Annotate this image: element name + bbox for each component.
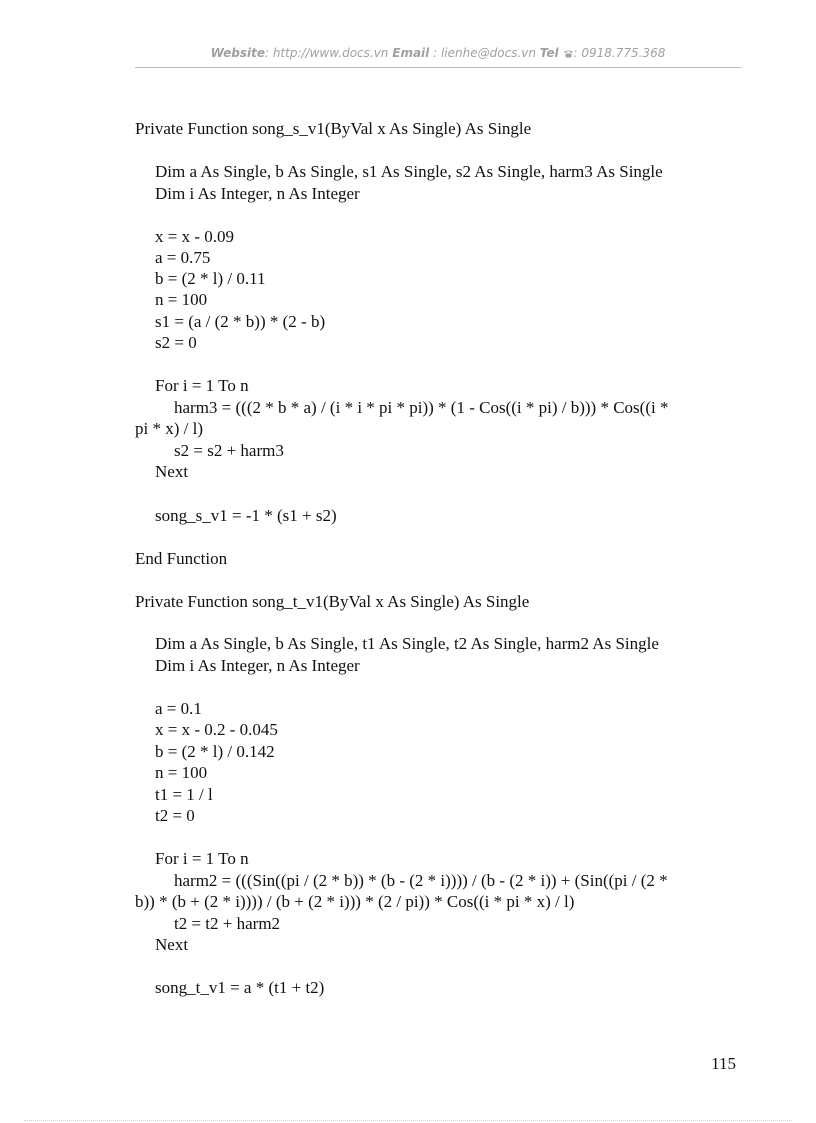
code-line: harm2 = (((Sin((pi / (2 * b)) * (b - (2 * i)))) / (b - (2 * i)) + (Sin((pi / (2 * — [174, 871, 668, 890]
code-line-function-header: Private Function song_t_v1(ByVal x As Single) As Single — [135, 592, 530, 611]
code-line: For i = 1 To n — [155, 849, 249, 868]
email-value: : lienhe@docs.vn — [433, 46, 536, 60]
code-line: x = x - 0.09 — [155, 227, 234, 246]
code-line: Next — [155, 935, 189, 954]
phone-icon — [563, 47, 574, 56]
code-line: harm3 = (((2 * b * a) / (i * i * pi * pi)) * (1 - Cos((i * pi) / b))) * Cos((i * — [174, 398, 669, 417]
code-line: a = 0.75 — [155, 248, 211, 267]
code-line: pi * x) / l) — [135, 419, 203, 438]
code-line-function-header: Private Function song_s_v1(ByVal x As Single) As Single — [135, 119, 532, 138]
email-label: Email — [392, 46, 430, 60]
code-line: n = 100 — [155, 290, 208, 309]
footer-divider — [24, 1120, 792, 1121]
code-line: song_s_v1 = -1 * (s1 + s2) — [155, 506, 337, 525]
tel-value: : 0918.775.368 — [573, 46, 666, 60]
code-line: b)) * (b + (2 * i)))) / (b + (2 * i))) * (2 / pi)) * Cos((i * pi * x) / l) — [135, 892, 575, 911]
website-value: : http://www.docs.vn — [264, 46, 389, 60]
page-number: 115 — [711, 1054, 736, 1073]
code-line: t2 = 0 — [155, 806, 195, 825]
code-line-end-function: End Function — [135, 549, 228, 568]
code-line: song_t_v1 = a * (t1 + t2) — [155, 978, 325, 997]
tel-label: Tel — [539, 46, 559, 60]
code-line: s2 = 0 — [155, 333, 197, 352]
code-line: x = x - 0.2 - 0.045 — [155, 720, 278, 739]
website-label: Website — [210, 46, 265, 60]
code-line: Next — [155, 462, 189, 481]
code-line: b = (2 * l) / 0.11 — [155, 269, 266, 288]
code-line: b = (2 * l) / 0.142 — [155, 742, 275, 761]
code-line: t2 = t2 + harm2 — [174, 914, 281, 933]
code-line: n = 100 — [155, 763, 208, 782]
code-line: s2 = s2 + harm3 — [174, 441, 284, 460]
header-divider — [135, 67, 741, 68]
code-line: For i = 1 To n — [155, 376, 249, 395]
code-line: Dim i As Integer, n As Integer — [155, 656, 360, 675]
code-line: t1 = 1 / l — [155, 785, 213, 804]
code-line: s1 = (a / (2 * b)) * (2 - b) — [155, 312, 326, 331]
code-line: Dim a As Single, b As Single, s1 As Single, s2 As Single, harm3 As Single — [155, 162, 663, 181]
code-line: a = 0.1 — [155, 699, 202, 718]
code-line: Dim a As Single, b As Single, t1 As Single, t2 As Single, harm2 As Single — [155, 634, 659, 653]
code-line: Dim i As Integer, n As Integer — [155, 184, 360, 203]
page-header — [135, 46, 741, 60]
